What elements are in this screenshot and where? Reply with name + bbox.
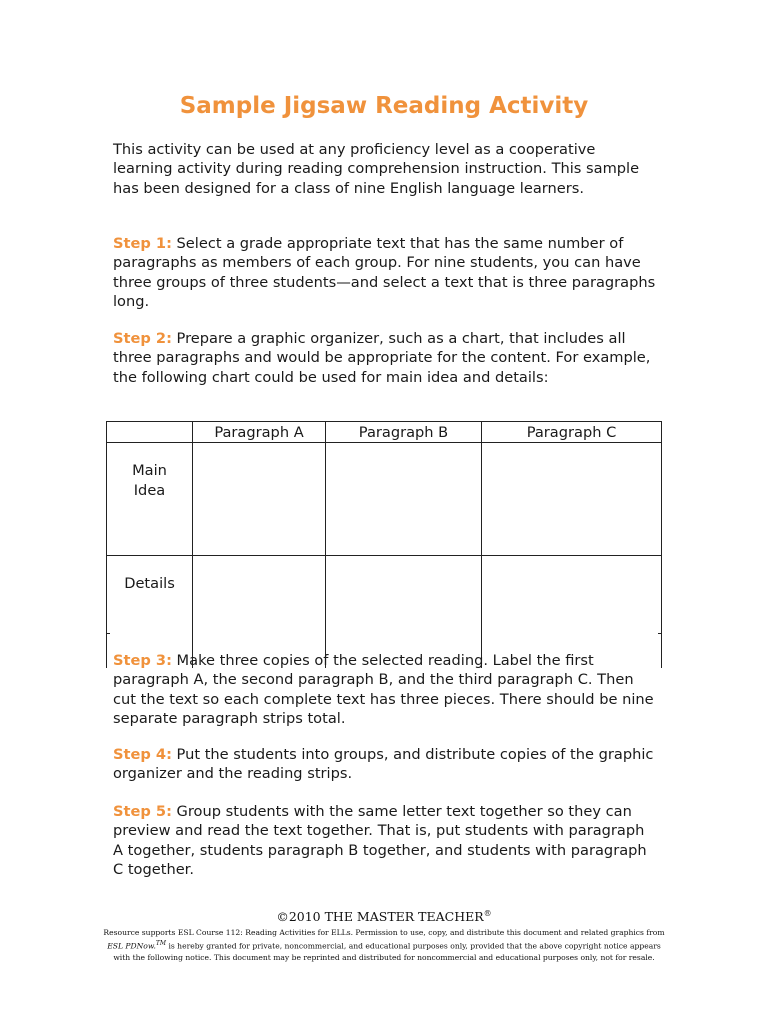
step-2-paragraph <box>113 329 658 387</box>
step-5-label: Step 5: <box>113 803 172 820</box>
trademark-mark: TM <box>155 940 167 947</box>
intro-paragraph: This activity can be used at any proficiency level as a cooperative learning activity during reading comprehension instruction. This sample has been designed for a class of nine English language learners. <box>113 141 640 197</box>
notice-brand: ESL PDNow. <box>107 941 156 951</box>
registered-mark: ® <box>483 909 492 918</box>
step-2-text: Prepare a graphic organizer, such as a chart, that includes all three paragraphs and would be appropriate for the content. For example, the following chart could be used for main idea and details: <box>113 330 651 386</box>
step-5-paragraph <box>113 802 658 879</box>
permission-notice <box>100 927 668 963</box>
step-5-text: Group students with the same letter text together so they can preview and read the text together. That is, put students with paragraph A together, students paragraph B together, and students with paragraph C together. <box>113 803 647 878</box>
table-corner-tick <box>658 628 662 634</box>
column-header-paragraph-a: Paragraph A <box>193 422 326 443</box>
table-cell <box>326 443 482 556</box>
table-row-main-idea <box>107 443 662 556</box>
row-label: Main Idea <box>132 462 167 499</box>
page-title: Sample Jigsaw Reading Activity <box>179 93 589 119</box>
step-3-paragraph <box>113 651 658 728</box>
step-2-label: Step 2: <box>113 330 172 347</box>
step-3-label: Step 3: <box>113 652 172 669</box>
notice-text-2: is hereby granted for private, noncommercial, and educational purposes only, provided that the above copyright notice appears with the following notice. This document may be reprinted and distributed for noncommercial and educational purposes only, not for resale. <box>113 941 661 962</box>
column-header-paragraph-c: Paragraph C <box>482 422 662 443</box>
step-4-label: Step 4: <box>113 746 172 763</box>
notice-text-1: Resource supports ESL Course 112: Reading Activities for ELLs. Permission to use, copy, and distribute this document and related graphics from <box>103 928 665 937</box>
table-bottom-edge <box>106 628 662 634</box>
table-corner-cell <box>107 422 193 443</box>
row-label: Details <box>124 575 175 592</box>
step-1-paragraph <box>113 234 658 311</box>
table-cell <box>482 443 662 556</box>
column-header-paragraph-b: Paragraph B <box>326 422 482 443</box>
step-1-text: Select a grade appropriate text that has the same number of paragraphs as members of each group. For nine students, you can have three groups of three students—and select a text that is three paragraphs long. <box>113 235 656 310</box>
table-corner-tick <box>106 628 110 634</box>
step-4-paragraph <box>113 745 658 784</box>
table-header-row <box>107 422 662 443</box>
copyright-text: ©2010 THE MASTER TEACHER <box>276 909 484 925</box>
row-header-main-idea <box>107 443 193 556</box>
step-4-text: Put the students into groups, and distribute copies of the graphic organizer and the reading strips. <box>113 746 654 783</box>
step-1-label: Step 1: <box>113 235 172 252</box>
table-cell <box>193 443 326 556</box>
copyright-line <box>100 909 668 924</box>
step-3-text: Make three copies of the selected reading. Label the first paragraph A, the second paragraph B, and the third paragraph C. Then cut the text so each complete text has three pieces. There should be nine separate paragraph strips total. <box>113 652 654 727</box>
